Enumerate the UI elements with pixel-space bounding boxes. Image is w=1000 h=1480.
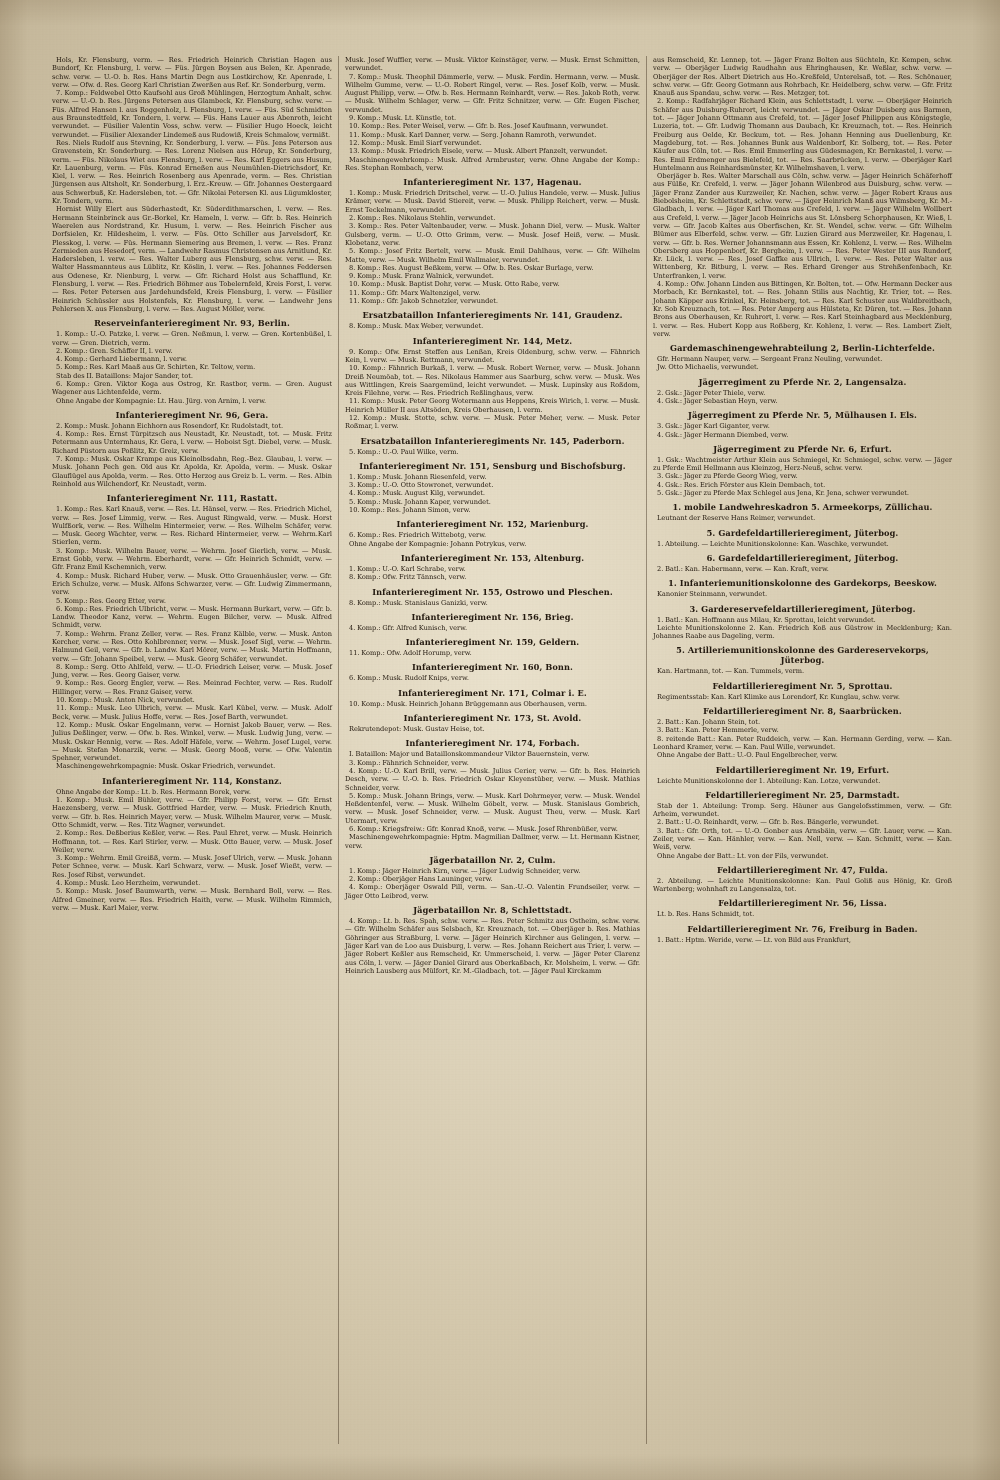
- paragraph: 11. Komp.: Gfr. Jakob Schnetzler, verwundet.: [349, 297, 499, 306]
- paragraph: 8. Komp.: Musk. Max Weber, verwundet.: [349, 322, 484, 331]
- paragraph: 10. Komp.: Musk. Baptist Dohr, verw. — Musk. Otto Rabe, verw.: [349, 280, 560, 289]
- paragraph: Rekrutendepot: Musk. Gustav Heise, tot.: [349, 725, 485, 734]
- paragraph: 3. Komp.: Wehrm. Emil Greißß, verm. — Musk. Josef Ulrich, verw. — Musk. Johann Peter Schnee, verw. — Musk. Karl Schwarz, verw. — Musk. Josef Wießt, verw. — Res. Josef Ribst, verwundet.: [52, 854, 332, 879]
- regiment-heading-96: Infanterieregiment Nr. 96, Gera.: [115, 409, 269, 420]
- paragraph: 11. Komp.: Musk. Leo Ulbrich, verw. — Musk. Karl Kübel, verw. — Musk. Adolf Beck, verw. — Musk. Julius Hoffe, verw. — Res. Josef Barth, verwundet.: [52, 704, 332, 721]
- paragraph: 4. Komp.: Musk. Leo Herzheim, verwundet.: [56, 879, 201, 888]
- paragraph: 1. Batt.: Hptm. Weride, verw. — Lt. von Bild aus Frankfurt,: [657, 935, 851, 944]
- paragraph: 5. Komp.: Musk. Johann Kaper, verwundet.: [349, 497, 491, 506]
- regiment-heading-159: Infanterieregiment Nr. 159, Geldern.: [405, 637, 580, 648]
- unit-heading-landwehr-eskadron: 1. mobile Landwehreskadron 5. Armeekorps, Züllichau.: [672, 502, 933, 513]
- paragraph: Hols, Kr. Flensburg, verm. — Res. Friedrich Heinrich Christian Hagen aus Bundorf, Kr. Flensburg, l. verw. — Füs. Jürgen Boysen aus Belen, Kr. Apenrade, schw. verw. — U.-O. b. Res. Hans Martin Degn aus Lostkirchow, Kr. Apenrade, l. verw. — Ofw. d. Res. Georg Karl Christian Zwerßen aus Ref. Kr. Sonderburg, verm.: [52, 56, 332, 89]
- paragraph: Ohne Angabe der Komp.: Lt. b. Res. Hermann Borek, verw.: [56, 787, 251, 796]
- paragraph: 5. Komp.: Res. Karl Maaß aus Gr. Schirten, Kr. Teltow, verm.: [56, 363, 256, 372]
- paragraph: Hornist Willy Elert aus Süderhastedt, Kr. Süderdithmarschen, l. verw. — Res. Hermann Steinbrinck aus Gr.-Borkel, Kr. Hameln, l. verw. — Gfr. b. Res. Heinrich Waerelen aus Nordstrand, Kr. Husum, l. verw. — Res. Heinrich Fischer aus Dorfsielen, Kr. Hildesheim, l. verw. — Füs. Otto Schiller aus Jarvelsdorf, Kr. Plesskog, l. verw. — Füs. Hermann Siemering aus Bremen, l. verw. — Res. Franz Zermieden aus Hesedorf, verm. — Landwehr Rasmus Christensen aus Arnitlund, Kr. Hadersleben, l. verw. — Res. Walter Luberg aus Flensburg, schw. verw. — Res. Walter Hassmannteus aus Lüblitz, Kr. Köslin, l. verw. — Res. Johannes Feddersen aus Odenese, Kr. Nienburg, l. verw. — Gfr. Richard Holst aus Schafflund, Kr. Flensburg, l. verw. — Res. Friedrich Böhmer aus Tobelernfeld, Kreis Forst, l. verw. — Res. Peter Petersen aus Jardehundsfeld, Kreis Flensburg, l. verw. — Füsilier Heinrich Schüssler aus Holstenfels, Kr. Flensburg, l. verw. — Landwehr Jens Pehlersen X. aus Flensburg, l. verw. — Res. August Möller, verw.: [52, 205, 332, 313]
- paragraph: 3. Komp.: U.-O. Otto Stowronet, verwundet.: [349, 481, 494, 490]
- paragraph: 12. Komp.: Musk. Emil Siarf verwundet.: [349, 138, 482, 147]
- paragraph: 4. Komp.: Res. Ernst Türpitzsch aus Neustadt, Kr. Neustadt, tot. — Musk. Fritz Petermann aus Untermhaus, Kr. Gera, l. verw. — Hoboist Sgt. Diebel, verw. — Musk. Richard Püstorn aus Poßlitz, Kr. Greiz, verw.: [52, 430, 332, 455]
- paragraph: Kan. Hartmann, tot. — Kan. Tummels, verm.: [657, 667, 805, 676]
- paragraph: Oberjäger b. Res. Walter Marschall aus Cöln, schw. verw. — Jäger Heinrich Schäferhoff aus Fülße, Kr. Crefeld, l. verw. — Jäger Johann Wilenbrod aus Duisburg, schw. verw. — Jäger Franz Zander aus Kurzweiler, Kr. Nachen, schw. verw. — Jäger Robert Kraus aus Biebolsheim, Kr. Schlettstadt, schw. verw. — Jäger Heinrich Manß aus Wilmsberg, Kr. M.-Gladbach, l. verw. — Jäger Karl Thomas aus Crefeld, l. verw. — Jäger Wilhelm Wollbert aus Crefeld, l. verw. — Jäger Jacob Heinrichs aus St. Lönsberg Schorphausen, Kr. Wieß, l. verw. — Gfr. Jacob Kaltes aus Oberfischen, Kr. St. Wendel, schw. verw. — Gfr. Wilhelm Blümer aus Elberfeld, schw. verw. — Gfr. Luzien Girard aus Merzweiler, Kr. Hagenau, l. verw. — Gfr. b. Res. Werner Johannsmann aus Essen, Kr. Kohlenz, l. verw. — Res. Wilhelm Obersberg aus Hoppenborf, Kr. Bergheim, l. verw. — Res. Peter Wester III aus Rundorf, Kr. Lück, l. verw. — Res. Josef Gaffke aus Ullrich, l. verw. — Res. Peter Walter aus Wittenberg, Kr. Bitburg, l. verw. — Res. Erhard Grenger aus Strehßenfenbach, Kr. Unterfranken, l. verw.: [653, 172, 952, 280]
- paragraph: 3. Komp.: Fähnrich Schneider, verw.: [349, 758, 469, 767]
- paragraph: 10. Komp.: Res. Johann Simon, verw.: [349, 506, 471, 515]
- text-columns: [46, 56, 958, 1444]
- paragraph: 2. Batt.: Kan. Johann Stein, tot.: [657, 718, 761, 727]
- paragraph: 5. Komp.: Res. Georg Etter, verw.: [56, 596, 166, 605]
- paragraph: 3. Batt.: Gfr. Orth, tot. — U.-O. Gonber aus Arnsbäin, verw. — Gfr. Lauer, verw. — Kan. Zeiler, verw. — Kan. Hänhler, verw. — Kan. Nell, verw. — Kan. Schmitt, verw. — Kan. Weiß, verw.: [653, 826, 952, 852]
- paragraph: 1. Komp.: U.-O. Karl Schrabe, verw.: [349, 564, 466, 573]
- paragraph: 6. Komp.: Gren. Viktor Koga aus Ostrog, Kr. Rastbor, verm. — Gren. August Wagener aus Lichtenfelde, verm.: [52, 379, 332, 397]
- paragraph: 8. Komp.: Res. August Beßkem, verw. — Ofw. b. Res. Oskar Burlage, verw.: [349, 263, 594, 272]
- paragraph: 1. Komp.: Musk. Emil Bühler, verw. — Gfr. Philipp Forst, verw. — Gfr. Ernst Haezensberg, verw. — Musk. Gottfried Harder, verw. — Musk. Friedrich Knuth, verw. — Gfr. b. Res. Heinrich Mayer, verw. — Musk. Wilhelm Maurer, verw. — Musk. Otto Schmidt, verw. — Res. Titz Wagner, verwundet.: [52, 796, 332, 829]
- unit-heading-artillerie-munitionskolonne-5: 5. Artilleriemunitionskolonne des Gardereservekorps, Jüterbog.: [676, 645, 929, 666]
- paragraph: 5. Komp.: Musk. Johann Brings, verw. — Musk. Karl Dohrmeyer, verw. — Musk. Wendel Heßdentenfel, verw. — Musk. Wilhelm Göbelt, verw. — Musk. Stanislaus Gombrich, verw. — Musk. Josef Schneider, verw. — Musk. August Theu, verw. — Musk. Karl Utermart, verw.: [345, 791, 640, 825]
- paragraph: 4. Komp.: Oberjäger Oswald Pill, verm. — San.-U.-O. Valentin Frundseiler, verw. — Jäger Otto Leibrod, verw.: [345, 883, 640, 900]
- paragraph: 4. Komp.: Gerhard Liebermann, l. verw.: [56, 355, 188, 364]
- paragraph: 11. Komp.: Ofw. Adolf Horump, verw.: [349, 649, 472, 658]
- paragraph: 3. Komp.: Res. Peter Valtenbauder, verw. — Musk. Johann Diel, verw. — Musk. Walter Gulsberg, verm. — U.-O. Otto Grimm, verw. — Musk. Josef Heiß, verw. — Musk. Klobetanz, verw.: [345, 222, 640, 247]
- paragraph: 9. Komp.: Musk. Lt. Künstle, tot.: [349, 114, 457, 123]
- column-3: [646, 56, 958, 1444]
- paragraph: 4. Komp.: Musk. Richard Huber, verw. — Musk. Otto Grauenhäusler, verw. — Gfr. Erich Schulze, verw. — Musk. Alfons Schwarzer, verw. — Gfr. Ludwig Zimmermann, verw.: [52, 571, 332, 597]
- regiment-heading-114: Infanterieregiment Nr. 114, Konstanz.: [102, 775, 282, 786]
- paragraph: 5. Komp.: U.-O. Paul Wilke, verm.: [349, 447, 459, 456]
- unit-heading-garde-mg-2: Gardemaschinengewehrabteilung 2, Berlin-Lichterfelde.: [670, 343, 935, 354]
- paragraph: 8. Komp.: Serg. Otto Ahlfeld, verw. — U.-O. Friedrich Leiser, verw. — Musk. Josef Jung, verw. — Res. Georg Gaiser, verw.: [52, 662, 332, 680]
- paragraph: 2. Komp.: Res. Deßberius Keßler, verw. — Res. Paul Ehret, verw. — Musk. Heinrich Hoffmann, tot. — Res. Karl Stirler, verw. — Musk. Otto Bauer, verw. — Musk. Josef Weiler, verw.: [52, 829, 332, 854]
- paragraph: 2. Komp.: Res. Nikolaus Stehlin, verwundet.: [349, 214, 496, 223]
- paragraph: 3. Gsk.: Jäger zu Pferde Georg Wieg, verw.: [657, 472, 798, 481]
- paragraph: 1. Komp.: U.-O. Patzke, l. verw. — Gren. Neßmun, l. verw. — Gren. Kortenbüßel, l. verw. — Gren. Dietrich, verm.: [52, 330, 332, 347]
- paragraph: 10. Komp.: Musk. Heinrich Johann Brüggemann aus Oberhausen, verm.: [349, 699, 588, 708]
- regiment-heading-156: Infanterieregiment Nr. 156, Brieg.: [411, 611, 574, 622]
- paragraph: 1. Komp.: Musk. Friedrich Dritschel, verw. — U.-O. Julius Handele, verw. — Musk. Julius Krämer, verw. — Musk. David Stiereit, verw. — Musk. Philipp Reichert, verw. — Musk. Ernst Teckelmann, verwundet.: [345, 189, 640, 214]
- regiment-heading-93: Reserveinfanterieregiment Nr. 93, Berlin.: [94, 318, 290, 329]
- unit-heading-fa-5: Feldartillerieregiment Nr. 5, Sprottau.: [712, 680, 893, 691]
- paragraph: 1. Komp.: Jäger Heinrich Kirn, verw. — Jäger Ludwig Schneider, verw.: [349, 866, 581, 875]
- regiment-heading-155: Infanterieregiment Nr. 155, Ostrowo und Pleschen.: [372, 586, 613, 597]
- paragraph: 8. Komp.: Musk. Stanislaus Ganizki, verw.: [349, 598, 488, 607]
- unit-heading-fa-25: Feldartillerieregiment Nr. 25, Darmstadt.: [705, 789, 900, 800]
- paragraph: Stab der 1. Abteilung: Tromp. Serg. Häuner aus Gangelofsstimmen, verw. — Gfr. Arheim, verwundet.: [653, 801, 952, 819]
- paragraph: Ohne Angabe der Kompagnie: Johann Potrykus, verw.: [349, 539, 527, 548]
- regiment-heading-144: Infanterieregiment Nr. 144, Metz.: [412, 335, 573, 346]
- paragraph: 10. Komp.: Musk. Anton Nick, verwundet.: [56, 696, 195, 705]
- regiment-heading-174: Infanterieregiment Nr. 174, Forbach.: [405, 738, 580, 749]
- paragraph: 7. Komp.: Wehrm. Franz Zeller, verw. — Res. Franz Kälble, verw. — Musk. Anton Kercher, verw. — Res. Otto Kohlbrenner, verw. — Musk. Josef Sigl, verw. — Wehrm. Halmund Geil, verw. — Gfr. b. Landw. Karl Mörer, verw. — Musk. Martin Hoffmann, verw. — Gfr. Johann Speibel, verw. — Musk. Georg Schäfer, verwundet.: [52, 629, 332, 663]
- paragraph: 4. Komp.: Lt. b. Res. Spah, schw. verw. — Res. Peter Schmitz aus Ostheim, schw. verw. — Gfr. Wilhelm Schäfer aus Selsbach, Kr. Kreuznach, tot. — Oberjäger b. Res. Mathias Göhringer aus Straßburg, l. verw. — Jäger Heinrich Kirchner aus Gelingen, l. verw. — Jäger Karl van de Loo aus Duisburg, l. verw. — Res. Johann Reichert aus Trier, l. verw. — Jäger Robert Keßler aus Remscheid, Kr. Ummerscheid, l. verw. — Jäger Peter Clarenz aus Cöln, l. verw. — Jäger Daniel Girard aus Oberkaßbach, Kr. Molsheim, l. verw. — Gfr. Heinrich Lausberg aus Mülfort, Kr. M.-Gladbach, tot. — Jäger Paul Kirckamm: [345, 917, 640, 975]
- paragraph: Lt. b. Res. Hans Schmidt, tot.: [657, 910, 755, 919]
- paragraph: 12. Komp.: Musk. Oskar Engelmann, verw. — Hornist Jakob Bauer, verw. — Res. Julius Deßlinger, verw. — Ofw. b. Res. Winkel, verw. — Musk. Ludwig Jung, verw. — Musk. Oskar Hennig, verw. — Res. Adolf Häfele, verw. — Wehrm. Josef Lugel, verw. — Musk. Stefan Monarzik, verw. — Musk. Georg Mooß, verw. — Ofw. Valentin Spehner, verwundet.: [52, 720, 332, 763]
- paragraph: Res. Niels Rudolf aus Stevning, Kr. Sonderburg, l. verw. — Füs. Jens Peterson aus Gravenstein, Kr. Sonderburg. — Res. Lorenz Nielsen aus Hörup, Kr. Sonderburg, verm. — Füs. Nikolaus Wiet aus Flensburg, l. verw. — Res. Karl Eggers aus Husum, Kr. Lauenburg, verm. — Füs. Konrad Erneßen aus Neumühlen-Dietrichsdorf, Kr. Kiel, l. verw. — Res. Heinrich Rosenberg aus Apenrade, verm. — Res. Christian Jürgensen aus Altsholt, Kr. Sonderburg, l. Erz.-Kreuw. — Gfr. Johannes Oestergaard aus Schwerbuß, Kr. Hadersleben, tot. — Gfr. Nikolai Petersen Kl. aus Lügumkloster, Kr. Tondern, verm.: [52, 138, 332, 206]
- battalion-heading-jaeger-2: Jägerbataillon Nr. 2, Culm.: [429, 854, 556, 865]
- regiment-heading-145: Ersatzbataillon Infanterieregiments Nr. 145, Paderborn.: [360, 435, 625, 446]
- paragraph: 4. Komp.: Gfr. Alfred Kunisch, verw.: [349, 623, 468, 632]
- paragraph: Gfr. Hermann Nauper, verw. — Sergeant Franz Neuling, verwundet.: [657, 355, 883, 364]
- paragraph: 6. Komp.: Res. Friedrich Ulbricht, verw. — Musk. Hermann Burkart, verw. — Gfr. b. Landw. Theodor Kanz, verw. — Wehrm. Eugen Bilcher, verw. — Musk. Alfred Schmidt, verw.: [52, 604, 332, 630]
- paragraph: Musk. Josef Wuffler, verw. — Musk. Viktor Keinstäger, verw. — Musk. Ernst Schmitten, verwundet.: [345, 56, 640, 73]
- unit-heading-jaeger-pferde-5: Jägerregiment zu Pferde Nr. 5, Mülhausen I. Els.: [688, 410, 917, 421]
- paragraph: 12. Komp.: Musk. Stotte, schw. verw. — Musk. Peter Meher, verw. — Musk. Peter Roßmar, l. verw.: [345, 413, 640, 431]
- paragraph: 1. Gsk.: Wachtmeister Arthur Klein aus Schmiegel, Kr. Schmiegel, schw. verw. — Jäger zu Pferde Emil Hellmann aus Kleinzog, Herz-Neuß, schw. verw.: [653, 455, 952, 473]
- paragraph: Leichte Munitionskolonne der 1. Abteilung: Kan. Lotze, verwundet.: [657, 776, 881, 785]
- unit-heading-fa-56: Feldartillerieregiment Nr. 56, Lissa.: [718, 898, 887, 909]
- paragraph: 1. Komp.: Res. Karl Knauß, verw. — Res. Lt. Hänsel, verw. — Res. Friedrich Michel, verw. — Res. Josef Limmig, verw. — Res. August Ringwald, verw. — Musk. Horst Wulfßork, verw. — Res. Wilhelm Hintermeier, verw. — Res. Wilhelm Schäfer, verw. — Musk. Georg Wächter, verw. — Res. Richard Hintermeier, verw. — Wehrm.Karl Stierlen, verm.: [52, 505, 332, 547]
- paragraph: 7. Komp.: Feldwebel Otto Kaufsohl aus Groß Mühlingen, Herzogtum Anhalt, schw. verw. — U.-O. b. Res. Jürgens Petersen aus Glambeck, Kr. Flensburg, schw. verw. — Füs. Alfred Hansen l. aus Roggenholz, l. Flensburg, l. verw. — Füs. Süd Schmidten aus Braunstedtfeld, Kr. Tondern, l. verw. — Füs. Hans Lauer aus Abenroth, leicht verwundet. — Füsilier Valentin Voss, schw. verw. — Füsilier Hugo Hoeck, leicht verwundet. — Füsilier Alexander Lindemeß aus Rudowiß, Kreis Schmalow, vermißt.: [52, 89, 332, 139]
- paragraph: 1. Abteilung. — Leichte Munitionskolonne: Kan. Waschke, verwundet.: [657, 539, 889, 548]
- paragraph: 4. Komp.: Ofw. Johann Linden aus Bittingen, Kr. Bolten, tot. — Ofw. Hermann Decker aus Morbach, Kr. Bernkastel, tot. — Res. Johann Stilis aus Nachtig, Kr. Trier, tot. — Res. Johann Käpper aus Krinkel, Kr. Heinsberg, tot. — Res. Karl Schuster aus Waldbreitbach, Kr. Sob Kreuznach, tot. — Res. Peter Amperg aus Hülsteta, Kr. Düren, tot. — Res. Johann Brons aus Oberhausen, Kr. Ruhrort, l. verw. — Res. Karl Steinhagbard aus Mecklenburg, l. verw. — Res. Hubert Kopp aus Roßberg, Kr. Kohlenz, l. verw. — Res. Lambert Zielt, verw.: [653, 280, 952, 338]
- paragraph: 1. Komp.: Musk. Johann Riesenfeld, verw.: [349, 472, 487, 481]
- paragraph: 7. Komp.: Musk. Oskar Krampe aus Kleinolbsdahn, Reg.-Bez. Glaubau, l. verw. — Musk. Johann Pech gen. Old aus Kr. Apolda, Kr. Apolda, verm. — Musk. Oskar Glauflügel aus Apolda, verm. — Res. Otto Herzog aus Greiz b. L. verm. — Res. Albin Reinhold aus Wilchendorf, Kr. Neustadt, verm.: [52, 455, 332, 488]
- paragraph: 6. Komp.: Kriegsfreiw.: Gfr. Konrad Knoß, verw. — Musk. Josef Rhrenbüßer, verw.: [349, 825, 618, 833]
- paragraph: Jw. Otto Michaelis, verwundet.: [657, 363, 759, 372]
- paragraph: 3. Komp.: Musk. Wilhelm Bauer, verw. — Wehrm. Josef Gierlich, verw. — Musk. Ernst Gobb, verw. — Wehrm. Eberhardt, verw. — Gfr. Heinrich Schmidt, verw. — Gfr. Franz Emil Kschemnich, verw.: [52, 546, 332, 572]
- unit-heading-garde-reserve-fa-3: 3. Gardereservefeldartillerieregiment, Jüterbog.: [689, 603, 916, 614]
- paragraph: Ohne Angabe der Batt.: U.-O. Paul Engelbrecher, verw.: [657, 751, 838, 760]
- paragraph: 2. Komp.: Gren. Schäffer II, l. verw.: [56, 346, 173, 355]
- paragraph: 2. Batt.: U.-O. Reinhardt, verw. — Gfr. b. Res. Bängerle, verwundet.: [657, 818, 879, 827]
- paragraph: 2. Komp.: Oberjäger Hans Launinger, verw.: [349, 875, 493, 884]
- paragraph: 5. Komp.: Josef Fritz Bertelt, verw. — Musk. Emil Dahlhaus, verw. — Gfr. Wilhelm Matte, verw. — Musk. Wilhelm Emil Wallmaier, verwundet.: [345, 247, 640, 264]
- paragraph: 4. Gsk.: Jäger Hermann Diembed, verw.: [657, 430, 789, 439]
- regiment-heading-151: Infanterieregiment Nr. 151, Sensburg und Bischofsburg.: [359, 460, 626, 471]
- column-2: [338, 56, 646, 1444]
- paragraph: 3. Gsk.: Jäger Karl Giganter, verw.: [657, 422, 770, 431]
- paragraph: 11. Komp.: Gfr. Marx Waltenzigel, verw.: [349, 288, 481, 297]
- paragraph: 4. Komp.: Musk. August Kilg, verwundet.: [349, 489, 486, 498]
- paragraph: 2. Komp.: Musk. Johann Eichhorn aus Rosendorf, Kr. Rudolstadt, tot.: [56, 421, 284, 430]
- regiment-heading-171: Infanterieregiment Nr. 171, Colmar i. E.: [398, 687, 587, 698]
- paragraph: 4. Gsk.: Jäger Sebastian Heyn, verw.: [657, 396, 778, 405]
- paragraph: Maschinengewehrkompagnie: Musk. Oskar Friedrich, verwundet.: [56, 762, 276, 771]
- paragraph: 6. Komp.: Res. Friedrich Wittebotg, verw.: [349, 531, 487, 540]
- battalion-heading-jaeger-8: Jägerbataillon Nr. 8, Schlettstadt.: [413, 905, 572, 916]
- paragraph: 10. Komp.: Fähnrich Burkaß, l. verw. — Musk. Robert Werner, verw. — Musk. Johann Dreiß Neumöab, tot. — Res. Nikolaus Hammer aus Saarburg, schw. verw. — Musk. Wes aus Wittlingen, Kreis Saargemünd, leicht verwundet. — Musk. Lupinsky aus Roßdom, Kreis Filehne, verw. — Res. Friedrich Reßlinghaus, verw.: [345, 364, 640, 398]
- paragraph: 4. Gsk.: Res. Erich Förster aus Klein Dembach, tot.: [657, 480, 826, 489]
- unit-heading-garde-fa-5: 5. Gardefeldartillerieregiment, Jüterbog.: [706, 527, 899, 538]
- paragraph: 6. Komp.: Musk. Rudolf Knips, verw.: [349, 674, 469, 683]
- paragraph: 11. Komp.: Musk. Karl Danner, verw. — Serg. Johann Ramroth, verwundet.: [349, 130, 597, 139]
- paragraph: 5. Komp.: Musk. Josef Baumwarth, verw. — Musk. Bernhard Boll, verw. — Res. Alfred Gmeiner, verw. — Res. Friedrich Haith, verw. — Musk. Wilhelm Rimmich, verw. — Musk. Karl Maier, verw.: [52, 887, 332, 912]
- unit-heading-fa-76: Feldartillerieregiment Nr. 76, Freiburg in Baden.: [687, 923, 918, 934]
- regiment-heading-153: Infanterieregiment Nr. 153, Altenburg.: [400, 552, 585, 563]
- regiment-heading-160: Infanterieregiment Nr. 160, Bonn.: [412, 662, 573, 673]
- paragraph: 2. Abteilung. — Leichte Munitionskolonne: Kan. Paul Goliß aus Hönig, Kr. Groß Wartenberg; wohnhaft zu Langensalza, tot.: [653, 876, 952, 894]
- paragraph: 2. Batl.: Kan. Habermann, verw. — Kan. Kraft, verw.: [657, 564, 829, 573]
- paragraph: 5. Gsk.: Jäger zu Pferde Max Schlegel aus Jena, Kr. Jena, schwer verwundet.: [657, 489, 909, 498]
- unit-heading-fa-47: Feldartillerieregiment Nr. 47, Fulda.: [717, 864, 888, 875]
- paragraph: Maschinengewehrkompagnie: Hptm. Magmilian Dallmer, verw. — Lt. Hermann Kistner, verw.: [345, 833, 640, 850]
- paragraph: aus Remscheid, Kr. Lennep, tot. — Jäger Franz Bolten aus Süchteln, Kr. Kempen, schw. verw. — Oberjäger Ludwig Raudhahn aus Ehringhausen, Kr. Weßlar, schw. verw. — Oberjäger der Res. Albert Dietrich aus Ho.-Kreßfeld, Unterelsaß, tot. — Res. Schönauer, schw. verw. — Gfr. Georg Gotmann aus Rohrbach, Kr. Heidelberg, schw. verw. — Gfr. Fritz Knauß aus Spandau, schw. verw. — Res. Metzger, tot.: [653, 56, 952, 98]
- paragraph: 1. Batl.: Kan. Hoffmann aus Milau, Kr. Sprottau, leicht verwundet.: [657, 615, 876, 624]
- regiment-heading-152: Infanterieregiment Nr. 152, Marienburg.: [396, 519, 589, 530]
- paragraph: Maschinengewehrkomp.: Musk. Alfred Armbruster, verw. Ohne Angabe der Komp.: Res. Stephan Rombach, verw.: [345, 155, 640, 172]
- unit-heading-garde-fa-6: 6. Gardefeldartillerieregiment, Jüterbog.: [706, 552, 899, 563]
- unit-heading-jaeger-pferde-6: Jägerregiment zu Pferde Nr. 6, Erfurt.: [713, 443, 892, 454]
- paragraph: 2. Gsk.: Jäger Peter Thiele, verw.: [657, 388, 766, 397]
- paragraph: 8. reitende Batt.: Kan. Peter Ruddeich, verw. — Kan. Hermann Gerding, verw. — Kan. Leonhard Kramer, verw. — Kan. Paul Wille, verwundet.: [653, 734, 952, 751]
- paragraph: 9. Komp.: Musk. Franz Walnick, verwundet.: [349, 272, 494, 281]
- regiment-heading-111: Infanterieregiment Nr. 111, Rastatt.: [106, 493, 278, 504]
- paragraph: Regimentsstab: Kan. Karl Klimke aus Lorendorf, Kr. Kunglau, schw. verw.: [657, 692, 901, 701]
- unit-heading-fa-19: Feldartillerieregiment Nr. 19, Erfurt.: [715, 764, 890, 775]
- paragraph: Leichte Munitionskolonne 2. Kan. Friedrich Koß aus Güstrow in Mecklenburg; Kan. Johannes Raabe aus Dageling, verm.: [653, 623, 952, 641]
- paragraph: Stab des II. Bataillons: Major Sander, tot.: [56, 371, 193, 380]
- paragraph: 9. Komp.: Res. Georg Engler, verw. — Res. Meinrad Fechter, verw. — Res. Rudolf Hillinger, verw. — Res. Franz Gaiser, verw.: [52, 679, 332, 696]
- regiment-heading-137: Infanterieregiment Nr. 137, Hagenau.: [403, 177, 582, 188]
- unit-heading-jaeger-pferde-2: Jägerregiment zu Pferde Nr. 2, Langensalza.: [698, 376, 907, 387]
- paragraph: Ohne Angabe der Kompagnie: Lt. Hau. Jürg. von Arnim, l. verw.: [56, 396, 267, 405]
- regiment-heading-173: Infanterieregiment Nr. 173, St. Avold.: [403, 713, 582, 724]
- regiment-heading-141: Ersatzbataillon Infanterieregiments Nr. 141, Graudenz.: [362, 310, 623, 321]
- column-1: [46, 56, 338, 1444]
- paragraph: 10. Komp.: Res. Peter Weisel, verw. — Gfr. b. Res. Josef Kaufmann, verwundet.: [349, 122, 609, 131]
- paragraph: Ohne Angabe der Batt.: Lt. von der Fils, verwundet.: [657, 851, 829, 860]
- paragraph: 2. Komp.: Radfahrjäger Richard Klein, aus Schlettstadt, l. verw. — Oberjäger Heinrich Schäfer aus Duisburg-Ruhrort, leicht verwundet. — Jäger Oskar Duisberg aus Barmen, tot. — Jäger Johann Ottmann aus Crefeld, tot. — Jäger Josef Philippen aus Königstegle, Luzeria, tot. — Gfr. Ludwig Thomann aus Daubach, Kr. Kreuznach, tot. — Res. Heinrich Freiburg aus Oelde, Kr. Beckum, tot. — Res. Johann Henning aus Duellenburg, Kr. Magdeburg, tot. — Res. Johannes Bunk aus Waldenborf, Kr. Solberg, tot. — Res. Peter Käufer aus Cöln, tot. — Res. Emil Emmerling aus Güdesmagen, Kr. Bernkastel, l. verw. — Res. Emil Erdmenger aus Bielefeld, tot. — Res. Saarbrücken, l. verw. — Oberjäger Karl Huntelmann aus Reinhardsmünster, Kr. Wilhelmshaven, l. verw.: [653, 97, 952, 172]
- paragraph: 8. Komp.: Ofw. Fritz Tännsch, verw.: [349, 573, 467, 582]
- paragraph: 9. Komp.: Ofw. Ernst Steffen aus Lenßan, Kreis Oldenburg, schw. verw. — Fähnrich Kein, l. verw. — Musk. Rettmann, verwundet.: [345, 347, 640, 364]
- paragraph: Kanonier Steinmann, verwundet.: [657, 590, 768, 599]
- paragraph: 7. Komp.: Musk. Theophil Dämmerle, verw. — Musk. Ferdin. Hermann, verw. — Musk. Wilhelm Gumme, verw. — U.-O. Robert Ringel, verw. — Res. Josef Kolb, verw. — Musk. August Philipp, verw. — Ofw. b. Res. Hermann Reinhardt, verw. — Res. Jakob Roth, verw. — Musk. Wilhelm Schlager, verw. — Gfr. Fritz Schnitzer, verw. — Gfr. Eugen Fischer, verwundet.: [345, 72, 640, 114]
- paragraph: 13. Komp.: Musk. Friedrich Eisele, verw. — Musk. Albert Pfanzelt, verwundet.: [349, 147, 608, 156]
- paragraph: 4. Komp.: U.-O. Karl Brill, verw. — Musk. Julius Cerier, verw. — Gfr. b. Res. Heinrich Desch, verw. — U.-O. b. Res. Friedrich Oskar Kleyenstüber, verw. — Musk. Mathias Schneider, verw.: [345, 766, 640, 792]
- unit-heading-fa-8: Feldartillerieregiment Nr. 8, Saarbrücken.: [703, 706, 902, 717]
- paragraph: Leutnant der Reserve Hans Reimer, verwundet.: [657, 514, 816, 523]
- paragraph: 11. Komp.: Musk. Peter Georg Wotermann aus Heppens, Kreis Wirich, l. verw. — Musk. Heinrich Müller II aus Altsöden, Kreis Oberhausen, l. verm.: [345, 397, 640, 414]
- paragraph: 3. Batt.: Kan. Peter Hemmerle, verw.: [657, 726, 779, 735]
- paragraph: I. Bataillon: Major und Bataillonskommandeur Viktor Bauernstein, verw.: [349, 750, 590, 759]
- unit-heading-munitionskolonne-1: 1. Infanteriemunitionskolonne des Gardekorps, Beeskow.: [668, 578, 937, 589]
